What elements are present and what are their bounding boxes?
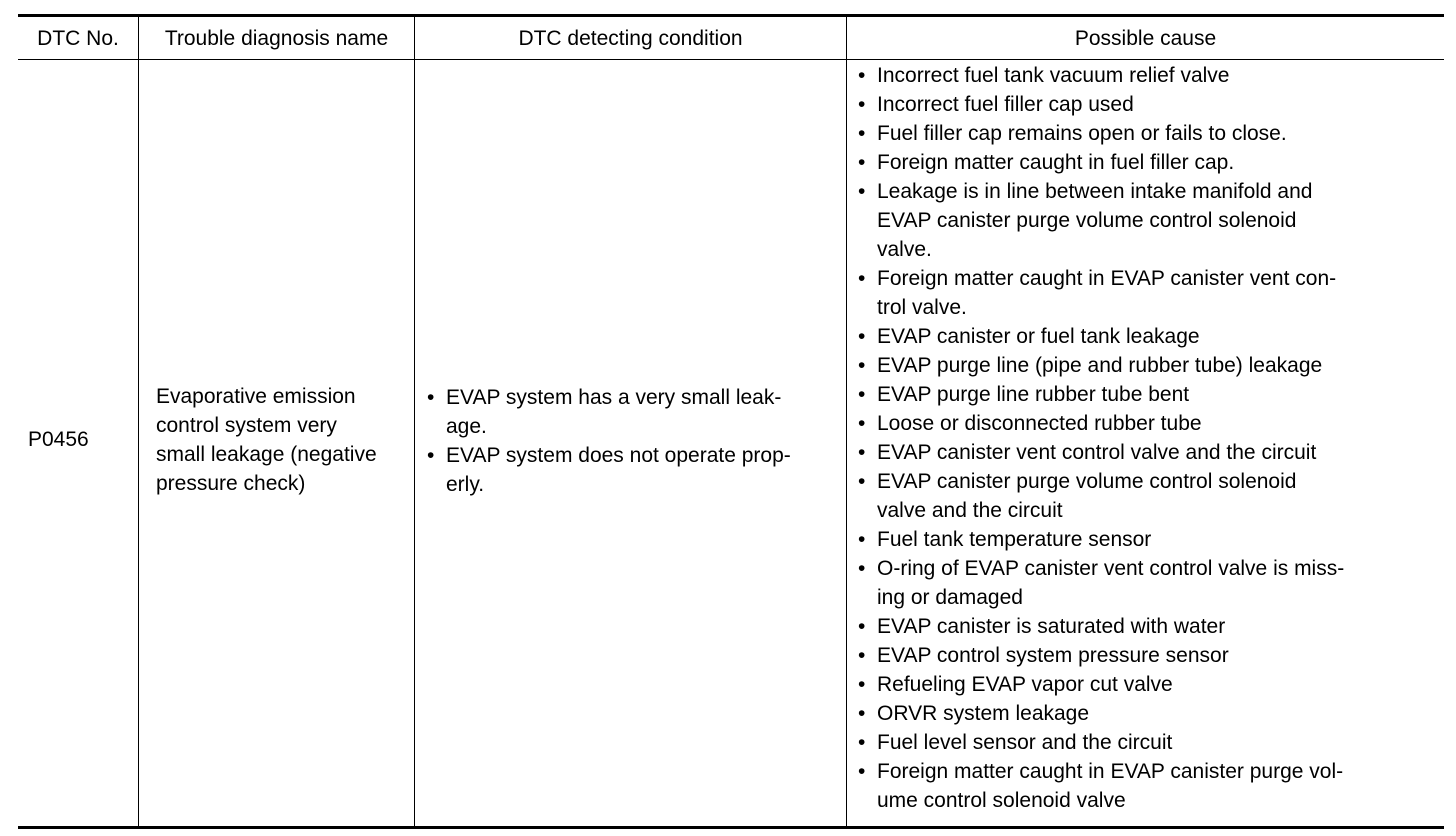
cause-item — [848, 670, 1442, 699]
header-trouble-diagnosis-name: Trouble diagnosis name — [164, 26, 389, 50]
header-dtc-no: DTC No. — [37, 26, 119, 50]
cause-item — [848, 351, 1442, 380]
header-dtc-detecting-condition: DTC detecting condition — [518, 26, 743, 50]
cause-item — [848, 641, 1442, 670]
cause-item — [848, 177, 1442, 264]
cause-item-line: • EVAP canister vent control valve and the circuit — [877, 441, 1317, 464]
trouble-name-line: control system very — [156, 414, 337, 437]
cause-item-line: • Fuel tank temperature sensor — [877, 528, 1152, 551]
cause-item-line: • Incorrect fuel filler cap used — [877, 93, 1134, 116]
cause-item-line: • Refueling EVAP vapor cut valve — [877, 673, 1173, 696]
cause-item — [848, 322, 1442, 351]
cause-item — [848, 467, 1442, 525]
condition-item — [417, 441, 843, 499]
cause-item-line: ume control solenoid valve — [877, 789, 1126, 812]
cause-item-line: • EVAP canister or fuel tank leakage — [877, 325, 1200, 348]
cause-item — [848, 554, 1442, 612]
column-divider — [846, 17, 847, 826]
cause-item — [848, 90, 1442, 119]
condition-item-line: age. — [446, 415, 487, 438]
cause-item — [848, 699, 1442, 728]
cause-item-line: valve and the circuit — [877, 499, 1063, 522]
cause-item-line: • ORVR system leakage — [877, 702, 1090, 725]
condition-item-line: • EVAP system does not operate prop- — [446, 444, 791, 467]
trouble-name-line: pressure check) — [156, 472, 306, 495]
cause-item — [848, 119, 1442, 148]
cause-item — [848, 380, 1442, 409]
cause-item-line: • Fuel level sensor and the circuit — [877, 731, 1173, 754]
detecting-condition-list — [417, 383, 843, 499]
condition-item-line: • EVAP system has a very small leak- — [446, 386, 782, 409]
cause-item-line: • Foreign matter caught in EVAP canister purge vol- — [877, 760, 1344, 783]
cause-item-line: • EVAP purge line (pipe and rubber tube) leakage — [877, 354, 1323, 377]
header-bottom-rule — [18, 59, 1444, 60]
cause-item — [848, 409, 1442, 438]
cause-item-line: • EVAP control system pressure sensor — [877, 644, 1229, 667]
cause-item — [848, 757, 1442, 815]
cause-item — [848, 61, 1442, 90]
possible-cause-list — [848, 61, 1442, 815]
cause-item-line: • Fuel filler cap remains open or fails to close. — [877, 122, 1287, 145]
cause-item-line: ing or damaged — [877, 586, 1023, 609]
cause-item — [848, 264, 1442, 322]
condition-item-line: erly. — [446, 473, 485, 496]
cause-item-line: EVAP canister purge volume control solenoid — [877, 209, 1297, 232]
table-bottom-rule — [18, 826, 1444, 829]
trouble-name-line: small leakage (negative — [156, 443, 377, 466]
cause-item-line: • Foreign matter caught in fuel filler cap. — [877, 151, 1235, 174]
cause-item — [848, 612, 1442, 641]
cause-item-line: • EVAP purge line rubber tube bent — [877, 383, 1190, 406]
dtc-number: P0456 — [28, 428, 89, 451]
cause-item-line: • Incorrect fuel tank vacuum relief valve — [877, 64, 1230, 87]
trouble-diagnosis-name — [156, 382, 414, 498]
cause-item — [848, 525, 1442, 554]
cause-item — [848, 728, 1442, 757]
cause-item-line: • Loose or disconnected rubber tube — [877, 412, 1202, 435]
cause-item-line: trol valve. — [877, 296, 967, 319]
cause-item-line: • EVAP canister purge volume control solenoid — [877, 470, 1297, 493]
cause-item-line: valve. — [877, 238, 932, 261]
cause-item — [848, 148, 1442, 177]
cause-item-line: • EVAP canister is saturated with water — [877, 615, 1226, 638]
cause-item — [848, 438, 1442, 467]
condition-item — [417, 383, 843, 441]
column-divider — [138, 17, 139, 826]
cause-item-line: • Leakage is in line between intake manifold and — [877, 180, 1313, 203]
cause-item-line: • O-ring of EVAP canister vent control valve is miss- — [877, 557, 1345, 580]
trouble-name-line: Evaporative emission — [156, 385, 356, 408]
column-divider — [414, 17, 415, 826]
cause-item-line: • Foreign matter caught in EVAP canister vent con- — [877, 267, 1337, 290]
header-possible-cause: Possible cause — [1074, 26, 1217, 50]
